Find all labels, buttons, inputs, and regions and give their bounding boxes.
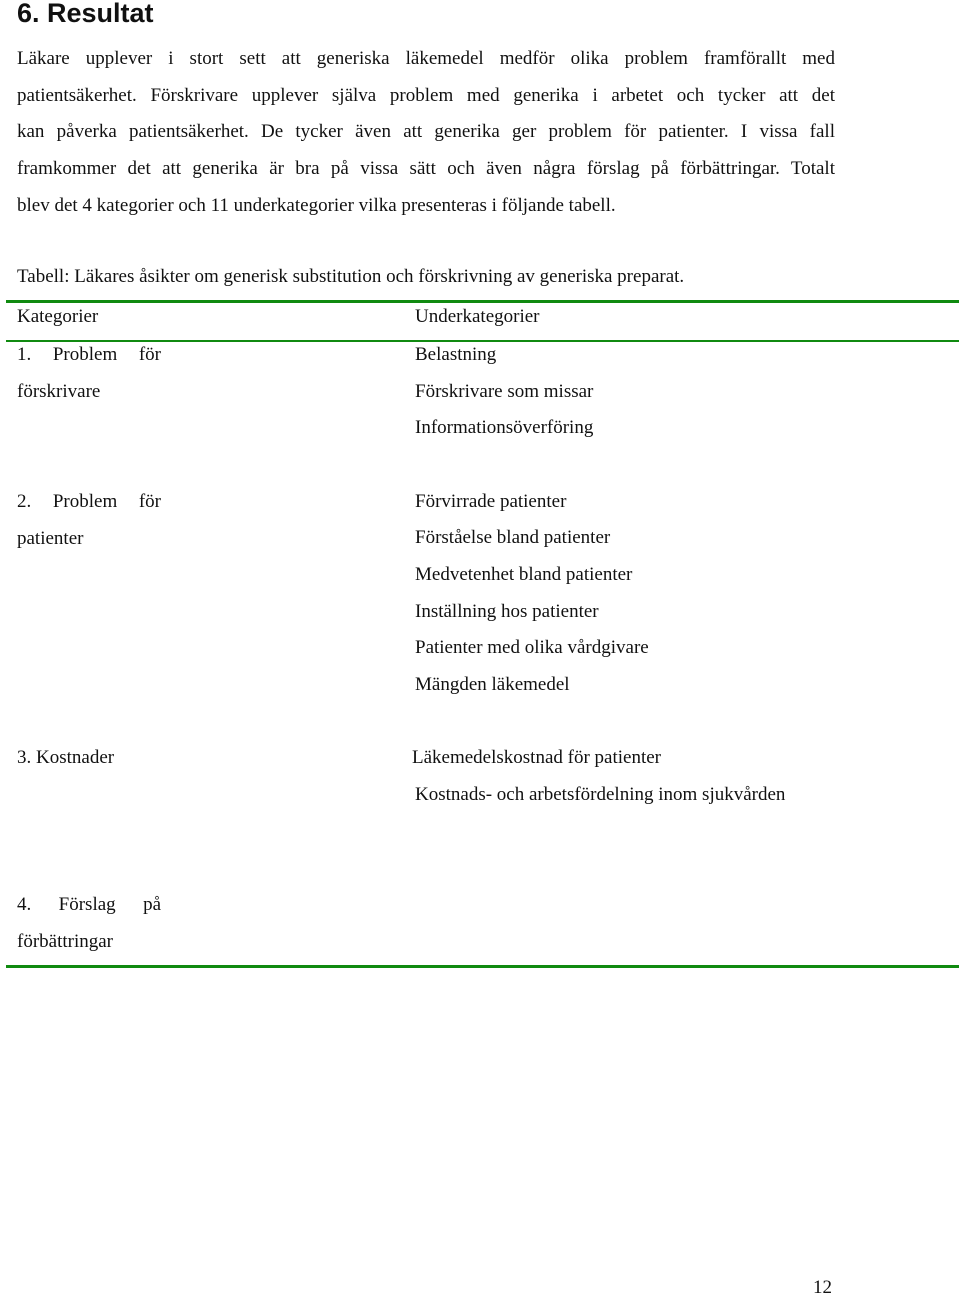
subcategory-item: Förskrivare som missar <box>415 381 594 402</box>
subcategory-item: Medvetenhet bland patienter <box>415 564 633 585</box>
category-line: förbättringar <box>17 931 114 952</box>
intro-line: framkommer det att generika är bra på vissa sätt och även några förslag på förbättringar. Totalt <box>17 158 835 180</box>
category-cell <box>17 890 161 957</box>
section-heading: 6. Resultat <box>17 0 154 28</box>
header-category: Kategorier <box>17 306 99 327</box>
category-cell <box>17 340 161 407</box>
category-line: 3. Kostnader <box>17 747 115 768</box>
page-number: 12 <box>813 1277 832 1298</box>
subcategory-item: Förståelse bland patienter <box>415 527 611 548</box>
intro-line: blev det 4 kategorier och 11 underkategorier vilka presenteras i följande tabell. <box>17 194 616 216</box>
subcategory-item: Patienter med olika vårdgivare <box>415 637 649 658</box>
intro-line: kan påverka patientsäkerhet. De tycker även att generika ger problem för patienter. I vissa fall <box>17 121 835 143</box>
subcategory-item: Förvirrade patienter <box>415 491 567 512</box>
subcategory-item: Mängden läkemedel <box>415 674 570 695</box>
category-cell <box>17 743 161 773</box>
header-subcategory: Underkategorier <box>415 306 540 327</box>
table-caption: Tabell: Läkares åsikter om generisk substitution och förskrivning av generiska preparat. <box>17 266 685 287</box>
category-line: patienter <box>17 528 84 549</box>
category-cell <box>17 487 161 554</box>
subcategory-item: Belastning <box>415 344 497 365</box>
subcategory-item: Läkemedelskostnad för patienter <box>412 747 662 768</box>
intro-line: Läkare upplever i stort sett att generiska läkemedel medför olika problem framförallt med <box>17 48 835 69</box>
subcategory-item: Informationsöverföring <box>415 417 594 438</box>
category-line: 2. Problem för <box>17 491 161 512</box>
subcategory-item: Kostnads- och arbetsfördelning inom sjukvården <box>415 784 786 805</box>
intro-paragraph <box>17 41 835 225</box>
category-line: förskrivare <box>17 381 101 402</box>
category-line: 1. Problem för <box>17 344 161 365</box>
intro-line: patientsäkerhet. Förskrivare upplever själva problem med generika i arbetet och tycker att det <box>17 84 835 106</box>
table-bottom-rule <box>6 965 959 968</box>
category-line: 4. Förslag på <box>17 894 161 915</box>
subcategory-item: Inställning hos patienter <box>415 601 599 622</box>
